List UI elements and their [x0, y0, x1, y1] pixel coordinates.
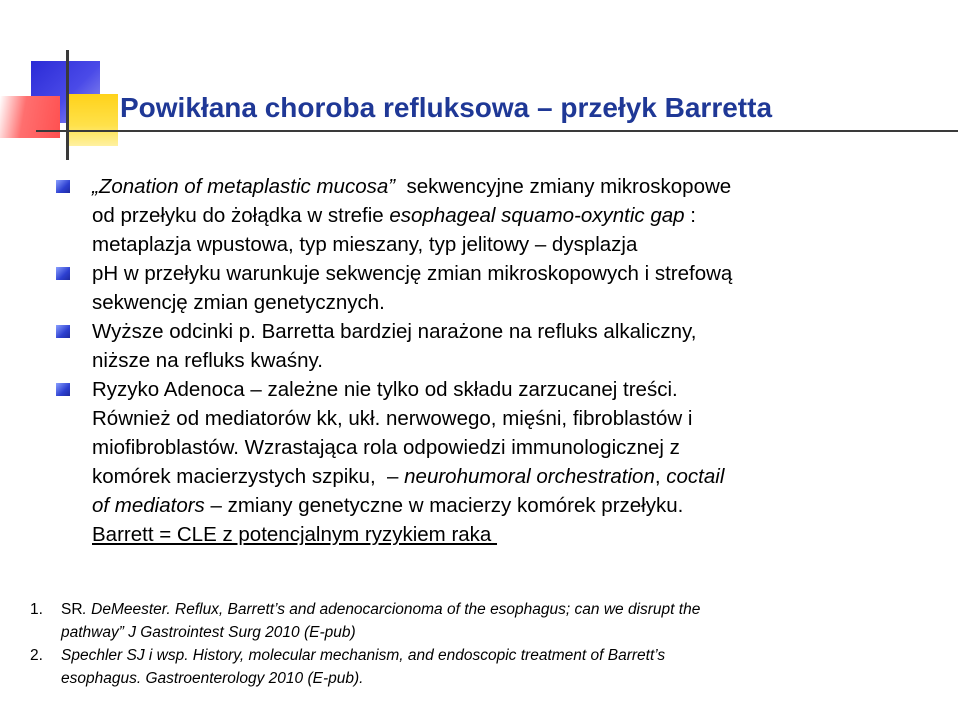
square-bullet-icon [56, 180, 70, 193]
text-line [92, 317, 932, 346]
square-bullet-icon [56, 383, 70, 396]
text-line [92, 259, 932, 288]
text-line [92, 230, 932, 259]
text-line [92, 462, 932, 491]
text-italic: esophageal squamo-oxyntic gap [389, 204, 685, 227]
text-line [92, 201, 932, 230]
text-italic: . DeMeester. Reflux, Barrett’s and adenocarcionoma of the esophagus; can we disrupt the [82, 601, 701, 618]
text-run: – zmiany genetyczne w macierzy komórek przełyku. [204, 494, 684, 517]
text-run: pH w przełyku warunkuje sekwencję zmian mikroskopowych i strefową [92, 262, 733, 285]
text-run: od przełyku do żołądka w strefie [92, 204, 390, 227]
text-line [92, 404, 932, 433]
text-line [92, 375, 932, 404]
references-list [30, 598, 955, 690]
bullet-item-reflux [52, 317, 932, 375]
bullet-item-zonation [52, 172, 932, 259]
text-italic: esophagus. Gastroenterology 2010 (E-pub). [61, 670, 364, 687]
reference-number: 1. [30, 601, 43, 618]
text-line [92, 172, 932, 201]
text-line [61, 621, 955, 644]
slide-title: Powikłana choroba refluksowa – przełyk Barretta [120, 92, 773, 123]
square-bullet-icon [56, 325, 70, 338]
text-run: sekwencyjne zmiany mikroskopowe [395, 175, 732, 198]
text-line [61, 598, 955, 621]
bullet-item-ph [52, 259, 932, 317]
text-line [61, 667, 955, 690]
square-bullet-icon [56, 267, 70, 280]
bullet-list [52, 172, 932, 549]
text-run: SR [61, 601, 83, 618]
text-italic: pathway” J Gastrointest Surg 2010 (E-pub) [61, 624, 356, 641]
text-run: niższe na refluks kwaśny. [92, 349, 323, 372]
text-underlined: Barrett = CLE z potencjalnym ryzykiem raka [92, 523, 498, 546]
text-line [92, 346, 932, 375]
text-italic: neurohumoral orchestration [404, 465, 655, 488]
decor-vertical-line [66, 50, 69, 160]
text-line [92, 491, 932, 520]
text-line [92, 520, 932, 549]
text-italic: coctail [666, 465, 725, 488]
text-line [92, 433, 932, 462]
bullet-item-risk [52, 375, 932, 549]
text-run: miofibroblastów. Wzrastająca rola odpowiedzi immunologicznej z [92, 436, 680, 459]
text-run: komórek macierzystych szpiku, – [92, 465, 405, 488]
text-run: Również od mediatorów kk, ukł. nerwowego, mięśni, fibroblastów i [92, 407, 693, 430]
reference-item [30, 598, 955, 644]
text-run: , [654, 465, 667, 488]
decor-yellow-square [68, 94, 118, 146]
text-run: : [684, 204, 696, 227]
text-line [92, 288, 932, 317]
text-italic: „Zonation of metaplastic mucosa” [92, 175, 396, 198]
text-run: sekwencję zmian genetycznych. [92, 291, 385, 314]
text-run: Ryzyko Adenoca – zależne nie tylko od składu zarzucanej treści. [92, 378, 678, 401]
reference-number: 2. [30, 647, 43, 664]
reference-item [30, 644, 955, 690]
text-italic: Spechler SJ i wsp. History, molecular mechanism, and endoscopic treatment of Barrett’s [61, 647, 666, 664]
text-italic: of mediators [92, 494, 205, 517]
text-run: Wyższe odcinki p. Barretta bardziej narażone na refluks alkaliczny, [92, 320, 697, 343]
decor-horizontal-line [36, 130, 958, 132]
text-line [61, 644, 955, 667]
text-run: metaplazja wpustowa, typ mieszany, typ jelitowy – dysplazja [92, 233, 638, 256]
